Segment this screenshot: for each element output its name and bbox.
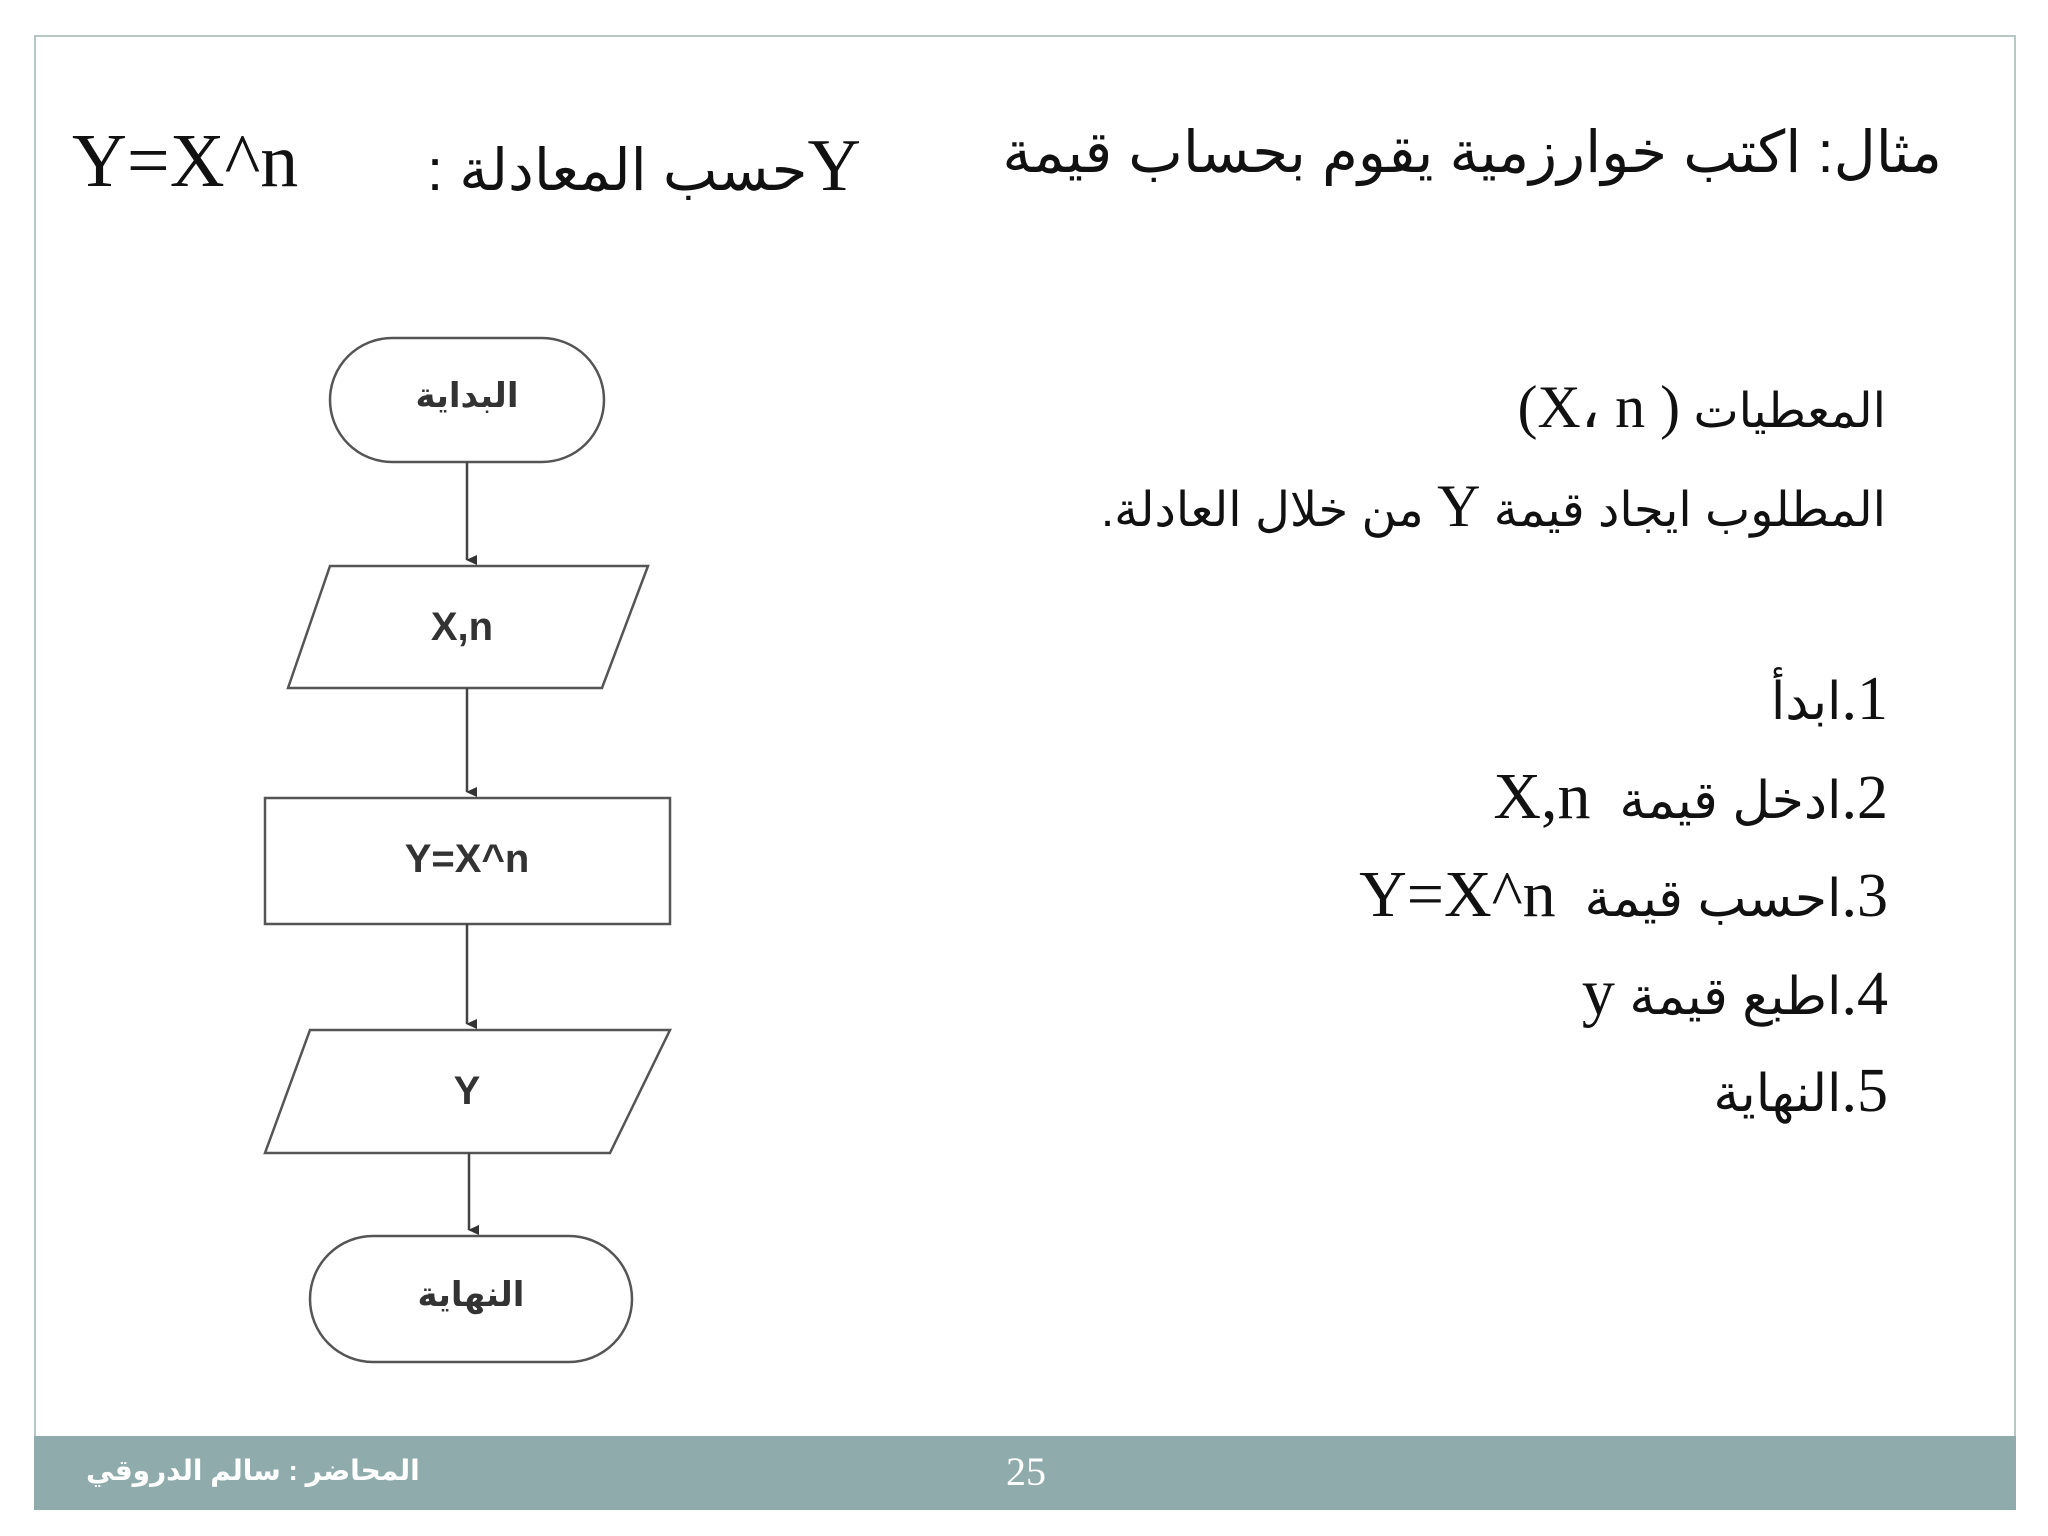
required-var: Y [1437,473,1481,539]
title-mid-text: حسب المعادلة : [427,138,808,203]
step-text: ادخل قيمة [1619,772,1842,830]
step-expr: X,n [1493,760,1591,833]
footer-author: المحاضر : سالم الدروقي [86,1455,420,1486]
step-text: اطبع قيمة [1629,968,1842,1026]
flow-start-label: البداية [415,377,519,415]
step-number: 1. [1841,665,1888,733]
flow-process-label: Y=X^n [404,837,530,881]
step-expr: Y=X^n [1359,858,1556,931]
flow-output-label: Y [453,1069,481,1113]
step-number: 5. [1841,1057,1888,1125]
required-text-before: المطلوب ايجاد قيمة [1480,484,1886,537]
step-expr: y [1581,956,1615,1029]
step-number: 2. [1841,764,1888,832]
page-number: 25 [1006,1449,1046,1494]
step-number: 4. [1841,960,1888,1028]
givens-label: المعطيات [1693,385,1886,438]
title-y: Y [807,125,861,207]
flow-input-label: X,n [430,605,494,649]
step-text: النهاية [1713,1065,1842,1123]
step-text: احسب قيمة [1584,870,1842,928]
footer-bar [34,1436,2016,1510]
step-number: 3. [1841,862,1888,930]
flow-end-label: النهاية [417,1276,525,1314]
required-text-after: من خلال العادلة. [1100,484,1438,537]
givens-values: ( X، n) [1517,374,1681,440]
title-equation: Y=X^n [72,119,299,203]
title-arabic: مثال: اكتب خوارزمية يقوم بحساب قيمة [1002,120,1942,185]
step-text: ابدأ [1770,673,1842,731]
